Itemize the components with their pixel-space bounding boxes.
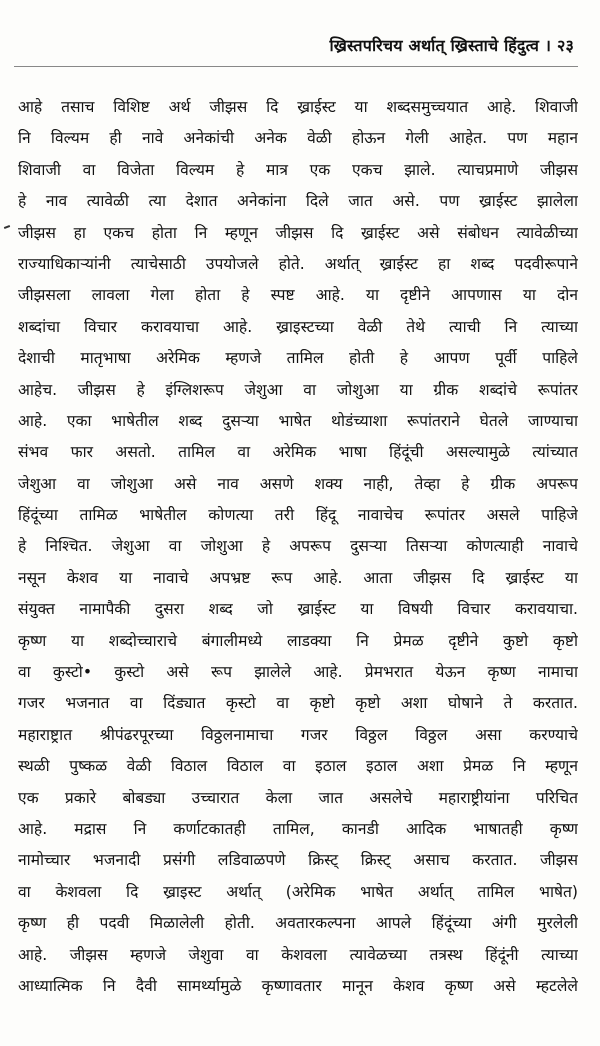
text-line: जीझसला लावला गेला होता हे स्पष्ट आहे. या दृष्टीने आपणास या दोन — [18, 286, 578, 305]
text-line: आहे. जीझस म्हणजे जेशुवा वा केशवला त्यावेळच्या तत्रस्थ हिंदूंनी त्याच्या — [18, 945, 578, 964]
text-line: हे नाव त्यावेळी त्या देशात अनेकांना दिले जात असे. पण ख्राईस्ट झालेला — [18, 192, 578, 211]
body-text — [18, 92, 578, 1002]
text-line: राज्याधिकाऱ्यांनी त्याचेसाठी उपयोजले होते. अर्थात् ख्राईस्ट हा शब्द पदवीरूपाने — [18, 254, 578, 273]
text-line: नसून केशव या नावाचे अपभ्रष्ट रूप आहे. आता जीझस दि ख्राईस्ट या — [18, 568, 578, 587]
running-header: ख्रिस्तपरिचय अर्थात् ख्रिस्ताचे हिंदुत्व । २३ — [329, 36, 574, 55]
text-line: आहे. मद्रास नि कर्णाटकातही तामिल, कानडी आदिक भाषातही कृष्ण — [18, 819, 578, 838]
text-line: संयुक्त नामापैकी दुसरा शब्द जो ख्राईस्ट या विषयी विचार करावयाचा. — [18, 600, 578, 619]
text-line: संभव फार असतो. तामिल वा अरेमिक भाषा हिंदूंची असल्यामुळे त्यांच्यात — [18, 443, 578, 462]
text-line: आध्यात्मिक नि दैवी सामर्थ्यामुळे कृष्णावतार मानून केशव कृष्ण असे म्हटलेले — [18, 976, 578, 995]
margin-mark — [4, 225, 10, 229]
text-line: नि विल्यम ही नावे अनेकांची अनेक वेळी होऊन गेली आहेत. पण महान — [18, 129, 578, 148]
text-line: हिंदूंच्या तामिळ भाषेतील कोणत्या तरी हिंदू नावाचेच रूपांतर असले पाहिजे — [18, 506, 578, 525]
text-line: देशाची मातृभाषा अरेमिक म्हणजे तामिल होती हे आपण पूर्वी पाहिले — [18, 349, 578, 368]
header-rule — [14, 66, 578, 67]
text-line: कृष्ण या शब्दोच्चाराचे बंगालीमध्ये लाडक्या नि प्रेमळ दृष्टीने कुष्टो कृष्टो — [18, 631, 578, 650]
text-line: शिवाजी वा विजेता विल्यम हे मात्र एक एकच झाले. त्याचप्रमाणे जीझस — [18, 160, 578, 179]
text-line: आहेच. जीझस हे इंग्लिशरूप जेशुआ वा जोशुआ या ग्रीक शब्दांचे रूपांतर — [18, 380, 578, 399]
text-line: हे निश्चित. जेशुआ वा जोशुआ हे अपरूप दुसऱ्या तिसऱ्या कोणत्याही नावाचे — [18, 537, 578, 556]
text-line: एक प्रकारे बोबड्या उच्चारात केला जात असलेचे महाराष्ट्रीयांना परिचित — [18, 788, 578, 807]
text-line: महाराष्ट्रात श्रीपंढरपूरच्या विठ्ठलनामाचा गजर विठ्ठल विठ्ठल असा करण्याचे — [18, 725, 578, 744]
text-line: आहे. एका भाषेतील शब्द दुसऱ्या भाषेत थोडंच्याशा रूपांतराने घेतले जाण्याचा — [18, 411, 578, 430]
text-line: जेशुआ वा जोशुआ असे नाव असणे शक्य नाही, तेव्हा हे ग्रीक अपरूप — [18, 474, 578, 493]
text-line: वा कुस्टो• कुस्टो असे रूप झालेले आहे. प्रेमभरात येऊन कृष्ण नामाचा — [18, 663, 578, 682]
text-line: वा केशवला दि ख्राइस्ट अर्थात् (अरेमिक भाषेत अर्थात् तामिल भाषेत) — [18, 882, 578, 901]
text-line: आहे तसाच विशिष्ट अर्थ जीझस दि ख्राईस्ट या शब्दसमुच्चयात आहे. शिवाजी — [18, 98, 578, 116]
text-line: कृष्ण ही पदवी मिळालेली होती. अवतारकल्पना आपले हिंदूंच्या अंगी मुरलेली — [18, 914, 578, 933]
text-line: स्थळी पुष्कळ वेळी विठाल विठाल वा इठाल इठाल अशा प्रेमळ नि म्हणून — [18, 757, 578, 776]
text-line: नामोच्चार भजनादी प्रसंगी लडिवाळपणे क्रिस्ट् क्रिस्ट् असाच करतात. जीझस — [18, 851, 578, 870]
text-line: गजर भजनात वा दिंड्यात कृस्टो वा कृष्टो कृष्टो अशा घोषाने ते करतात. — [18, 694, 578, 713]
text-line: शब्दांचा विचार करावयाचा आहे. ख्राइस्टच्या वेळी तेथे त्याची नि त्याच्या — [18, 317, 578, 336]
text-line: जीझस हा एकच होता नि म्हणून जीझस दि ख्राईस्ट असे संबोधन त्यावेळीच्या — [18, 223, 578, 242]
